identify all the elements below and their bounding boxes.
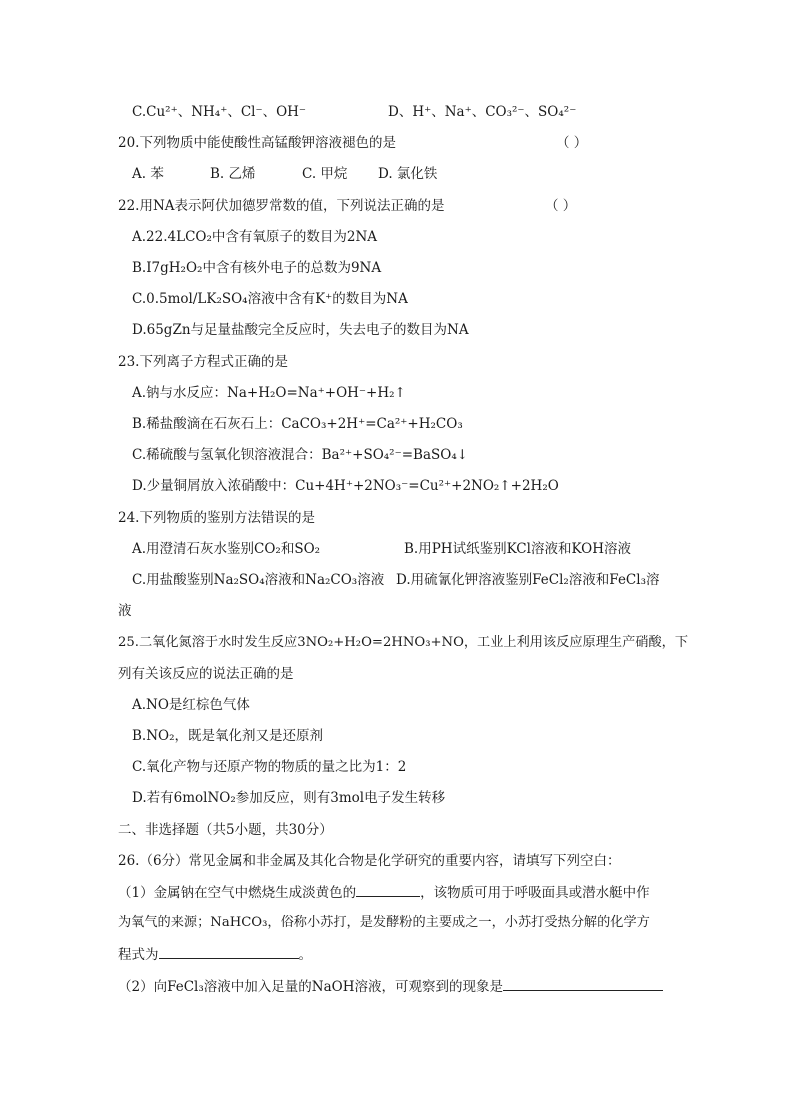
q25-option-c: C.氧化产物与还原产物的物质的量之比为1：2 <box>132 759 407 775</box>
q24-option-c: C.用盐酸鉴别Na₂SO₄溶液和Na₂CO₃溶液 <box>132 572 385 588</box>
q26-part1-line1 <box>118 882 650 903</box>
q25-option-b: B.NO₂，既是氧化剂又是还原剂 <box>132 728 324 744</box>
q26-part1-line2: 为氧气的来源；NaHCO₃，俗称小苏打，是发酵粉的主要成之一，小苏打受热分解的化学方 <box>118 915 650 930</box>
q26-part1-text-e: 。 <box>298 947 312 963</box>
q19-option-c: C.Cu²⁺、NH₄⁺、Cl⁻、OH⁻ <box>132 104 307 120</box>
q24-option-d-cont: 液 <box>118 603 132 619</box>
q26-part2-line1 <box>118 976 663 997</box>
q24-option-d: D.用硫氰化钾溶液鉴别FeCl₂溶液和FeCl₃溶 <box>396 572 660 588</box>
q25-stem-cont: 列有关该反应的说法正确的是 <box>118 666 294 682</box>
q26-part1-line3 <box>118 944 312 965</box>
q26-part1-text-b: ，该物质可用于呼吸面具或潜水艇中作 <box>420 885 650 901</box>
q23-option-b: B.稀盐酸滴在石灰石上：CaCO₃+2H⁺=Ca²⁺+H₂CO₃ <box>132 416 463 432</box>
q20-option-d: D. 氯化铁 <box>378 166 438 182</box>
q24-option-b: B.用PH试纸鉴别KCl溶液和KOH溶液 <box>404 541 632 557</box>
q23-option-a: A.钠与水反应：Na+H₂O=Na⁺+OH⁻+H₂↑ <box>132 385 406 401</box>
q23-stem: 23.下列离子方程式正确的是 <box>118 354 288 370</box>
q22-option-b: B.I7gH₂O₂中含有核外电子的总数为9NA <box>132 260 382 276</box>
q24-option-a: A.用澄清石灰水鉴别CO₂和SO₂ <box>132 541 321 557</box>
q26-blank-2[interactable] <box>159 944 299 959</box>
q22-option-d: D.65gZn与足量盐酸完全反应时，失去电子的数目为NA <box>132 322 469 338</box>
q24-stem: 24.下列物质的鉴别方法错误的是 <box>118 510 315 526</box>
section-2-title: 二、非选择题（共5小题，共30分） <box>118 822 333 838</box>
q20-option-c: C. 甲烷 <box>302 166 348 182</box>
q20-option-a: A. 苯 <box>132 166 164 182</box>
q26-part1-text-a: （1）金属钠在空气中燃烧生成淡黄色的 <box>118 885 357 901</box>
q26-blank-3[interactable] <box>503 976 663 991</box>
q23-option-c: C.稀硫酸与氢氧化钡溶液混合：Ba²⁺+SO₄²⁻=BaSO₄↓ <box>132 447 469 463</box>
q22-option-c: C.0.5mol/LK₂SO₄溶液中含有K⁺的数目为NA <box>132 291 408 307</box>
q22-answer-paren: （ ） <box>545 198 577 214</box>
q26-stem: 26.（6分）常见金属和非金属及其化合物是化学研究的重要内容，请填写下列空白： <box>118 853 621 869</box>
q25-stem: 25.二氧化氮溶于水时发生反应3NO₂+H₂O=2HNO₃+NO，工业上利用该反应原理生产硝酸，下 <box>118 635 689 650</box>
q23-option-d: D.少量铜屑放入浓硝酸中：Cu+4H⁺+2NO₃⁻=Cu²⁺+2NO₂↑+2H₂O <box>132 478 559 494</box>
q25-option-d: D.若有6molNO₂参加反应，则有3mol电子发生转移 <box>132 790 446 806</box>
q22-stem: 22.用NA表示阿伏加德罗常数的值，下列说法正确的是 <box>118 198 445 214</box>
q19-option-d: D、H⁺、Na⁺、CO₃²⁻、SO₄²⁻ <box>388 104 577 120</box>
q20-stem: 20.下列物质中能使酸性高锰酸钾溶液褪色的是 <box>118 135 396 151</box>
q25-option-a: A.NO是红棕色气体 <box>132 697 250 713</box>
q26-part2-text-a: （2）向FeCl₃溶液中加入足量的NaOH溶液，可观察到的现象是 <box>118 979 503 995</box>
q26-blank-1[interactable] <box>356 882 420 897</box>
q22-option-a: A.22.4LCO₂中含有氧原子的数目为2NA <box>132 229 378 245</box>
q26-part1-text-d: 程式为 <box>118 947 159 963</box>
q20-option-b: B. 乙烯 <box>210 166 256 182</box>
q20-answer-paren: （ ） <box>556 135 588 151</box>
